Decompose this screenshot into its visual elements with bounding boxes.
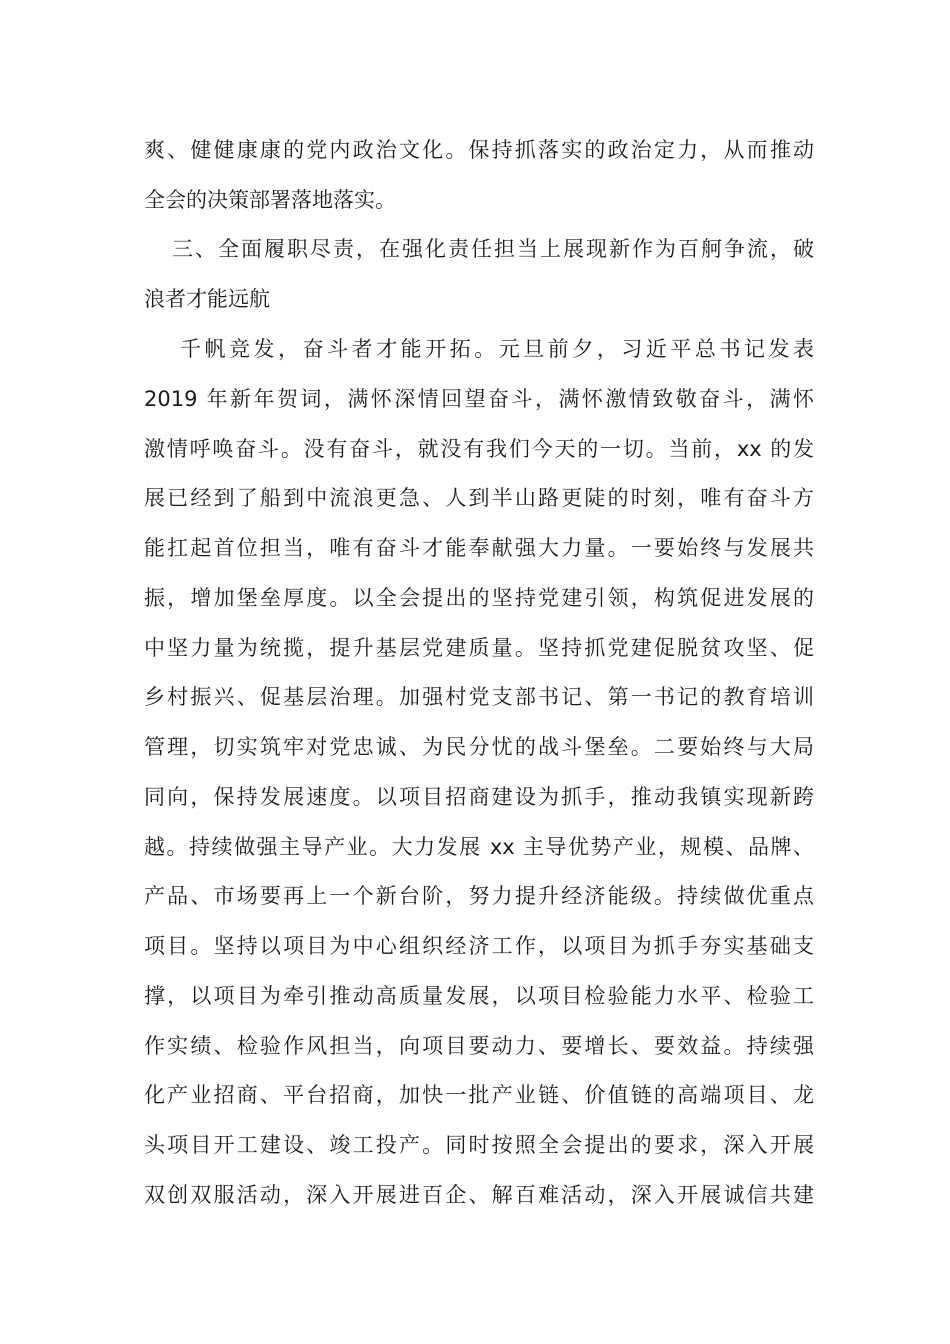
text-line: 2019 年新年贺词，满怀深情回望奋斗，满怀激情致敬奋斗，满怀 xyxy=(144,387,814,411)
text-line: 中坚力量为统揽，提升基层党建质量。坚持抓党建促脱贫攻坚、促 xyxy=(144,636,814,660)
section-heading-line: 三、全面履职尽责，在强化责任担当上展现新作为百舸争流，破 xyxy=(172,237,814,261)
text-line: 产品、市场要再上一个新台阶，努力提升经济能级。持续做优重点 xyxy=(144,884,814,908)
text-line: 激情呼唤奋斗。没有奋斗，就没有我们今天的一切。当前，xx 的发 xyxy=(144,437,814,461)
text-line: 项目。坚持以项目为中心组织经济工作，以项目为抓手夯实基础支 xyxy=(144,934,814,958)
text-line: 双创双服活动，深入开展进百企、解百难活动，深入开展诚信共建 xyxy=(144,1183,814,1207)
text-line: 撑，以项目为牵引推动高质量发展，以项目检验能力水平、检验工 xyxy=(144,984,814,1008)
text-line: 振，增加堡垒厚度。以全会提出的坚持党建引领，构筑促进发展的 xyxy=(144,586,814,610)
text-line: 头项目开工建设、竣工投产。同时按照全会提出的要求，深入开展 xyxy=(144,1133,814,1157)
text-line: 越。持续做强主导产业。大力发展 xx 主导优势产业，规模、品牌、 xyxy=(144,835,814,859)
section-heading-line: 浪者才能远航 xyxy=(144,287,270,311)
text-line: 千帆竞发，奋斗者才能开拓。元旦前夕，习近平总书记发表 xyxy=(180,337,814,361)
text-line: 作实绩、检验作风担当，向项目要动力、要增长、要效益。持续强 xyxy=(144,1034,814,1058)
text-line: 管理，切实筑牢对党忠诚、为民分忧的战斗堡垒。二要始终与大局 xyxy=(144,735,814,759)
text-line: 化产业招商、平台招商，加快一批产业链、价值链的高端项目、龙 xyxy=(144,1083,814,1107)
text-line: 乡村振兴、促基层治理。加强村党支部书记、第一书记的教育培训 xyxy=(144,685,814,709)
text-line: 展已经到了船到中流浪更急、人到半山路更陡的时刻，唯有奋斗方 xyxy=(144,486,814,510)
text-line: 爽、健健康康的党内政治文化。保持抓落实的政治定力，从而推动 xyxy=(144,138,814,162)
text-line: 能扛起首位担当，唯有奋斗才能奉献强大力量。一要始终与发展共 xyxy=(144,536,814,560)
text-line: 同向，保持发展速度。以项目招商建设为抓手，推动我镇实现新跨 xyxy=(144,785,814,809)
text-line: 全会的决策部署落地落实。 xyxy=(144,188,396,212)
